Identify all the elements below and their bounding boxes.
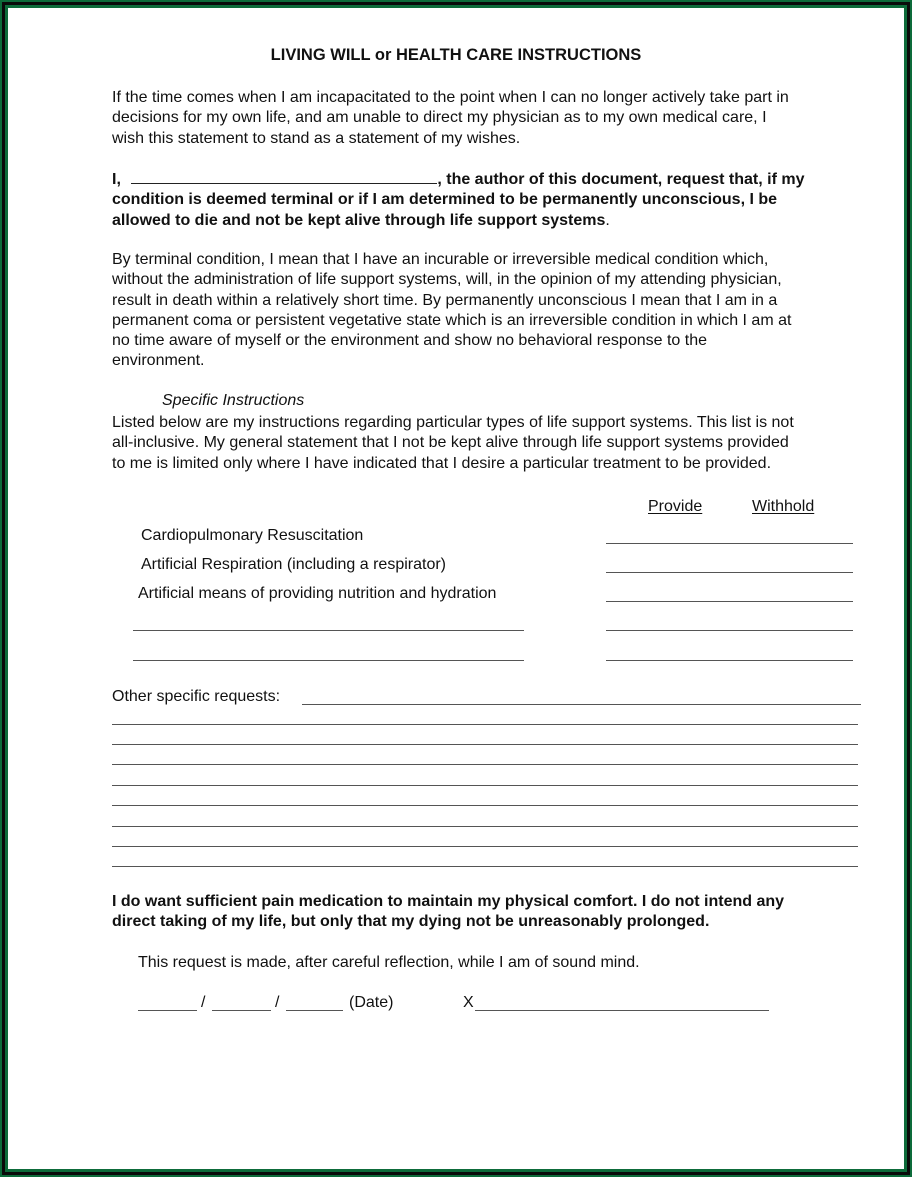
- intro-line: wish this statement to stand as a statement of my wishes.: [112, 129, 521, 147]
- sound-mind-statement: This request is made, after careful reflection, while I am of sound mind.: [138, 954, 640, 971]
- date-separator: /: [275, 994, 280, 1011]
- date-label: (Date): [349, 994, 394, 1011]
- definitions-line: permanent coma or persistent vegetative state which is an irreversible condition in which I am at: [112, 311, 792, 329]
- date-separator: /: [201, 994, 206, 1011]
- intro-line: If the time comes when I am incapacitated to the point when I can no longer actively take part in: [112, 89, 789, 106]
- definitions-line: By terminal condition, I mean that I have an incurable or irreversible medical condition which,: [112, 251, 769, 268]
- signature-prefix: X: [463, 994, 474, 1011]
- date-year-field[interactable]: [286, 1010, 343, 1011]
- document-title-container: [0, 46, 912, 65]
- declaration-line-1: [112, 169, 872, 190]
- other-requests-field-line-3[interactable]: [112, 764, 858, 765]
- other-requests-field-line-8[interactable]: [112, 866, 858, 867]
- other-requests-field-line-4[interactable]: [112, 785, 858, 786]
- treatment-choice-field-cpr[interactable]: [606, 543, 853, 544]
- treatment-label-cpr: Cardiopulmonary Resuscitation: [141, 527, 364, 544]
- declaration-line1-suffix: , the author of this document, request that, if my: [437, 171, 805, 188]
- column-header-withhold: Withhold: [752, 498, 815, 515]
- specific-instructions-paragraph: [112, 413, 872, 474]
- date-month-field[interactable]: [138, 1010, 197, 1011]
- treatment-choice-field-respiration[interactable]: [606, 572, 853, 573]
- other-requests-field-line-0[interactable]: [302, 704, 861, 705]
- treatment-label-nutrition: Artificial means of providing nutrition and hydration: [138, 585, 497, 602]
- custom-treatment-label-field-2[interactable]: [133, 660, 524, 661]
- other-requests-field-line-6[interactable]: [112, 826, 858, 827]
- intro-paragraph: [112, 88, 872, 149]
- signature-field[interactable]: [475, 1010, 769, 1011]
- declaration-line3-text: allowed to die and not be kept alive through life support systems: [112, 211, 606, 229]
- definitions-paragraph: [112, 250, 872, 372]
- definitions-line: without the administration of life support systems, will, in the opinion of my attending physician,: [112, 271, 782, 289]
- declaration-line3-period: .: [605, 211, 610, 229]
- date-day-field[interactable]: [212, 1010, 271, 1011]
- intro-line: decisions for my own life, and am unable to direct my physician as to my own medical care, I: [112, 109, 767, 127]
- pain-statement-line: I do want sufficient pain medication to maintain my physical comfort. I do not intend any: [112, 893, 785, 910]
- custom-treatment-choice-field-1[interactable]: [606, 630, 853, 631]
- declaration-paragraph: [112, 169, 872, 231]
- treatment-choice-field-nutrition[interactable]: [606, 601, 853, 602]
- custom-treatment-label-field-1[interactable]: [133, 630, 524, 631]
- treatment-label-respiration: Artificial Respiration (including a respirator): [141, 556, 447, 573]
- author-name-field[interactable]: [131, 169, 437, 184]
- declaration-line-2: condition is deemed terminal or if I am determined to be permanently unconscious, I be: [112, 191, 778, 209]
- pain-statement-line: direct taking of my life, but only that my dying not be unreasonably prolonged.: [112, 913, 710, 931]
- other-requests-field-line-1[interactable]: [112, 724, 858, 725]
- declaration-prefix: I,: [112, 171, 121, 188]
- other-requests-field-line-7[interactable]: [112, 846, 858, 847]
- declaration-line-3: [112, 211, 872, 231]
- other-requests-field-line-5[interactable]: [112, 805, 858, 806]
- specific-instructions-line: to me is limited only where I have indicated that I desire a particular treatment to be provided.: [112, 454, 772, 472]
- specific-instructions-heading: Specific Instructions: [162, 392, 305, 409]
- specific-instructions-line: Listed below are my instructions regarding particular types of life support systems. This list is not: [112, 414, 794, 431]
- other-requests-field-line-2[interactable]: [112, 744, 858, 745]
- column-header-provide: Provide: [648, 498, 703, 515]
- other-requests-label: Other specific requests:: [112, 688, 281, 705]
- custom-treatment-choice-field-2[interactable]: [606, 660, 853, 661]
- definitions-line: environment.: [112, 352, 205, 370]
- definitions-line: no time aware of myself or the environment and show no behavioral response to the: [112, 332, 707, 350]
- pain-medication-statement: [112, 892, 872, 933]
- specific-instructions-line: all-inclusive. My general statement that I not be kept alive through life support systems provided: [112, 434, 789, 452]
- document-title: LIVING WILL or HEALTH CARE INSTRUCTIONS: [270, 46, 642, 64]
- definitions-line: result in death within a relatively short time. By permanently unconscious I mean that I am in a: [112, 291, 778, 309]
